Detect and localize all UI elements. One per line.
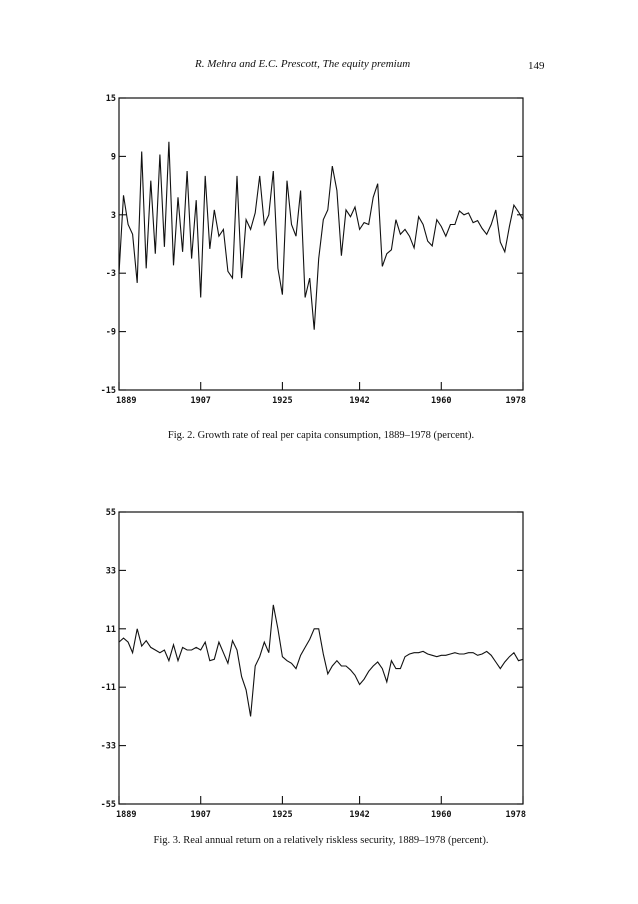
- x-tick-label: 1942: [349, 396, 370, 406]
- y-tick-label: -55: [100, 800, 116, 810]
- running-head: R. Mehra and E.C. Prescott, The equity premium: [195, 58, 411, 70]
- figure-3-riskless-return-chart: [0, 500, 638, 870]
- x-tick-label: 1889: [116, 396, 137, 406]
- figure-caption: Fig. 3. Real annual return on a relatively riskless security, 1889–1978 (percent).: [153, 835, 489, 846]
- x-tick-label: 1960: [431, 810, 452, 820]
- x-tick-label: 1889: [116, 810, 137, 820]
- figure-caption: Fig. 2. Growth rate of real per capita consumption, 1889–1978 (percent).: [167, 430, 475, 441]
- y-tick-label: 3: [110, 210, 116, 221]
- x-tick-label: 1907: [190, 810, 211, 820]
- y-tick-label: 11: [105, 624, 116, 635]
- y-tick-label: -11: [100, 683, 116, 694]
- x-tick-label: 1978: [505, 396, 526, 406]
- y-tick-label: 55: [105, 508, 116, 518]
- y-tick-label: -9: [105, 327, 116, 338]
- figure-2-consumption-growth-chart: [0, 86, 638, 456]
- y-tick-label: -3: [105, 269, 116, 280]
- page-header: [0, 58, 638, 78]
- x-tick-label: 1978: [505, 810, 526, 820]
- y-tick-label: -15: [100, 386, 116, 396]
- x-tick-label: 1907: [190, 396, 211, 406]
- page-number: 149: [528, 60, 545, 72]
- y-tick-label: 15: [105, 94, 116, 104]
- plot-frame: [119, 512, 523, 804]
- y-tick-label: -33: [100, 741, 116, 752]
- x-tick-label: 1960: [431, 396, 452, 406]
- data-series-line: [119, 605, 523, 717]
- y-tick-label: 9: [110, 152, 116, 163]
- y-tick-label: 33: [105, 566, 116, 577]
- x-tick-label: 1925: [272, 810, 293, 820]
- plot-frame: [119, 98, 523, 390]
- data-series-line: [119, 142, 523, 330]
- x-tick-label: 1942: [349, 810, 370, 820]
- x-tick-label: 1925: [272, 396, 293, 406]
